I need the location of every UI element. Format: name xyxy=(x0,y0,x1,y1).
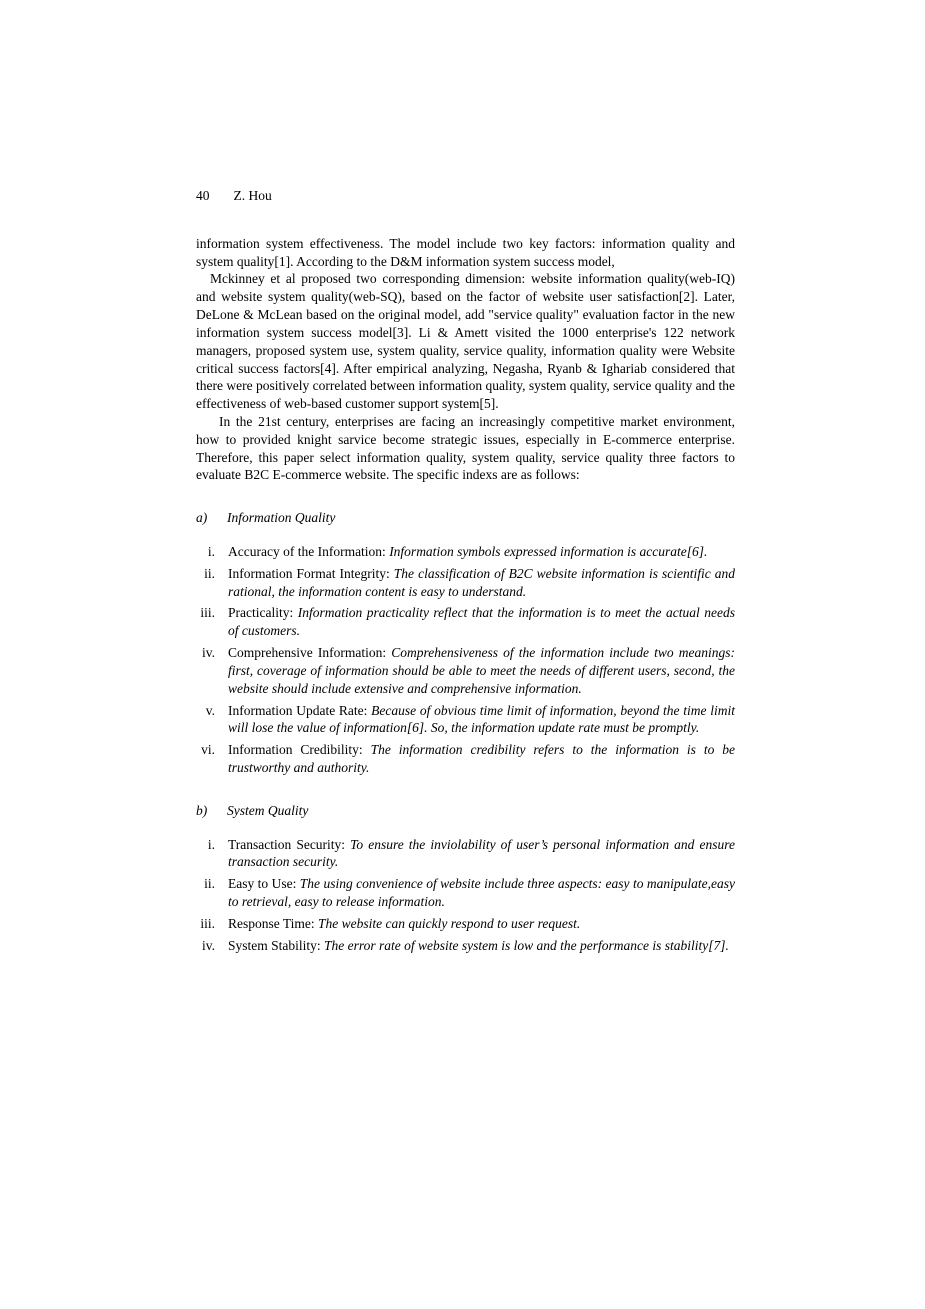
item-desc: Comprehensiveness of the information include two meanings: first, coverage of information should be able to meet the needs of different users, second, the website should include extensive and comprehensive information. xyxy=(228,645,735,696)
item-lead: Easy to Use: xyxy=(228,876,300,892)
section-heading-a xyxy=(196,509,735,527)
page-number: 40 xyxy=(196,188,210,203)
item-number: iii. xyxy=(200,915,215,931)
paragraph-related-work: Mckinney et al proposed two corresponding dimension: website information quality(web-IQ) and website system quality(web-SQ), based on the factor of website user satisfaction[2]. Later, DeLone & McLean based on the original model, add "service quality" evaluation factor in the new information system success model[3]. Li & Amett visited the 1000 enterprise's 122 network managers, proposed system use, system quality, service quality, information quality were Website critical success factors[4]. After empirical analyzing, Negasha, Ryanb & Ighariab considered that there were positively correlated between information quality, system quality, service quality and the effectiveness of web-based customer support system[5]. xyxy=(196,271,735,412)
list-item xyxy=(196,702,735,738)
item-desc: The website can quickly respond to user request. xyxy=(318,915,581,931)
item-lead: Information Format Integrity: xyxy=(228,565,394,581)
section-heading-b xyxy=(196,802,735,820)
item-desc: Information practicality reflect that the information is to meet the actual needs of customers. xyxy=(228,605,735,639)
item-number: vi. xyxy=(201,742,215,758)
item-number: iv. xyxy=(202,937,215,953)
item-desc: The information credibility refers to the information is to be trustworthy and authority. xyxy=(228,742,736,775)
item-desc: The using convenience of website include three aspects: easy to manipulate,easy to retrieval, easy to release information. xyxy=(228,876,735,909)
list-item xyxy=(196,915,735,933)
item-desc: Because of obvious time limit of information, beyond the time limit will lose the value of information[6]. So, the information update rate must be promptly. xyxy=(228,702,735,736)
item-desc: The error rate of website system is low and the performance is stability[7]. xyxy=(324,937,729,953)
list-item xyxy=(196,565,735,601)
item-lead: Accuracy of the Information: xyxy=(228,544,390,559)
list-item xyxy=(196,836,735,872)
item-lead: Response Time: xyxy=(228,915,319,931)
item-number: ii. xyxy=(204,876,215,892)
running-author: Z. Hou xyxy=(233,188,272,203)
item-lead: Comprehensive Information: xyxy=(228,645,392,661)
section-title: System Quality xyxy=(227,802,309,818)
item-lead: Transaction Security: xyxy=(228,836,351,852)
section-title: Information Quality xyxy=(227,510,336,526)
item-number: i. xyxy=(207,544,215,559)
item-number: ii. xyxy=(204,565,215,581)
list-item xyxy=(196,604,735,640)
item-desc: To ensure the inviolability of user’s personal information and ensure transaction security. xyxy=(228,836,735,870)
item-lead: Practicality: xyxy=(228,605,298,621)
paper-body xyxy=(196,235,735,955)
item-number: i. xyxy=(207,836,215,852)
item-lead: Information Update Rate: xyxy=(228,702,372,718)
section-label: b) xyxy=(196,802,208,818)
item-lead: System Stability: xyxy=(228,937,325,953)
item-desc: Information symbols expressed information is accurate[6]. xyxy=(389,544,708,559)
list-item xyxy=(196,875,735,911)
list-item xyxy=(196,543,735,561)
item-number: v. xyxy=(205,702,215,718)
item-number: iv. xyxy=(202,645,215,661)
item-lead: Information Credibility: xyxy=(228,742,371,758)
information-quality-list xyxy=(196,543,735,777)
item-number: iii. xyxy=(200,605,215,621)
paragraph-intro: information system effectiveness. The model include two key factors: information quality and system quality[1]. According to the D&M information system success model, xyxy=(196,235,735,269)
running-header xyxy=(196,187,735,205)
system-quality-list xyxy=(196,836,735,955)
item-desc: The classification of B2C website information is scientific and rational, the information content is easy to understand. xyxy=(228,565,735,599)
list-item xyxy=(196,741,735,777)
section-label: a) xyxy=(196,510,208,526)
list-item xyxy=(196,937,735,955)
list-item xyxy=(196,644,735,697)
paragraph-motivation: In the 21st century, enterprises are facing an increasingly competitive market environment, how to provided knight sarvice become strategic issues, especially in E-commerce enterprise. Therefore, this paper select information quality, system quality, service quality three factors to evaluate B2C E-commerce website. The specific indexs are as follows: xyxy=(196,413,735,483)
